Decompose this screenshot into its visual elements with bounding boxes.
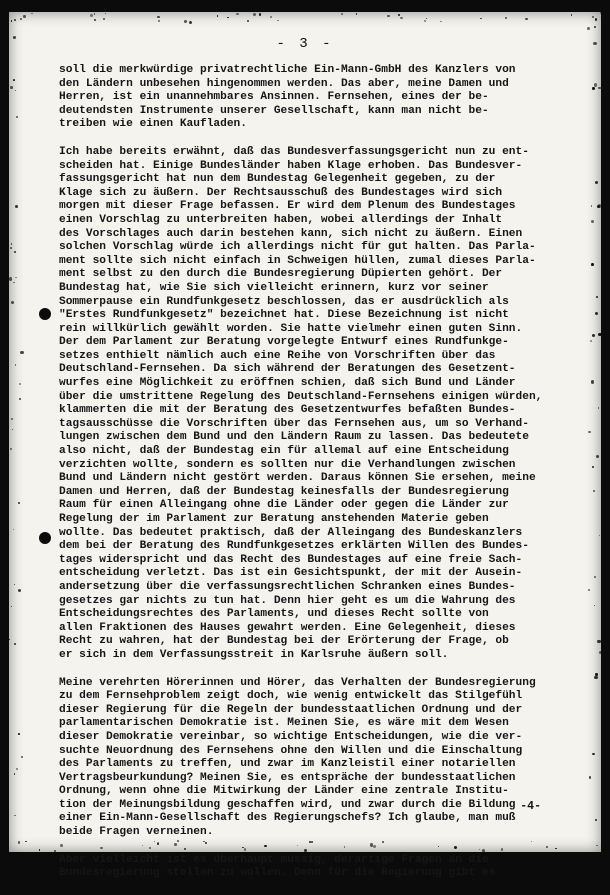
scan-speck [440,21,441,22]
text-line: verzichten wollte, sondern es sollten nur die Verhandlungen zwischen [59,458,516,471]
scan-speck [21,756,23,758]
scan-speck [597,640,600,643]
scan-speck [14,584,15,585]
scan-speck [424,20,426,22]
scan-speck [157,16,159,18]
scan-speck [23,15,25,17]
scan-speck [19,383,21,385]
scan-speck [594,26,596,28]
scan-speck [18,733,20,735]
paragraph [59,677,567,840]
scan-speck [588,431,591,434]
scan-speck [189,21,192,24]
scan-speck [16,768,18,770]
scan-speck [13,79,15,81]
scan-speck [11,243,12,244]
scan-speck [591,220,594,223]
text-line: ment selbst zu den durch die Bundesregierung Düpierten gehört. Der [59,268,503,281]
text-line: deutendsten Instrumente unserer Gesellschaft, kann man nicht be- [59,104,489,117]
scan-speck [398,14,399,15]
scan-speck [31,13,32,14]
scan-speck [304,849,307,852]
scan-speck [16,116,18,118]
scan-speck [501,848,503,850]
scan-speck [11,418,13,420]
scan-speck [598,87,600,89]
scan-speck [505,17,507,19]
scan-speck [15,205,18,208]
scan-speck [54,850,56,852]
scan-speck [13,282,15,284]
text-line: Bund und Ländern nicht gestört werden. Daraus können Sie ersehen, meine [59,472,536,485]
scan-speck [598,333,601,336]
scan-speck [105,13,106,14]
scan-speck [15,90,17,92]
scan-speck [587,27,590,30]
text-line: einen Vorschlag zu unterbreiten haben, wobei allerdings der Inhalt [59,213,503,226]
text-line: Meine verehrten Hörerinnen und Hörer, das Verhalten der Bundesregierung [59,676,536,689]
punch-hole-top [39,308,51,320]
scan-speck [12,429,13,430]
scan-speck [594,83,597,86]
scan-speck [174,843,176,845]
text-line: klammerten die mit der Beratung des Gesetzentwurfes befaßten Bundes- [59,404,516,417]
page-number: - 3 - [276,36,334,52]
scan-speck [482,849,485,852]
scan-speck [590,340,592,342]
scan-speck [591,263,594,266]
scan-speck [591,380,594,383]
text-line: setzes enthielt nämlich auch eine Reihe von Vorschriften über das [59,349,496,362]
text-line: entscheidung verletzt. Das ist ein Gesichtspunkt, der mit der Ausein- [59,567,523,580]
scan-speck [205,842,207,844]
text-line: fassungsgericht hat nun dem Bundestag Gelegenheit gegeben, zu der [59,173,496,186]
text-line: Bundesregierung stellen zu wollen. Denn für die Regierung gibt es [59,867,496,880]
scan-speck [598,204,601,207]
paragraph [59,854,567,881]
scan-speck [387,15,390,18]
scan-speck [596,845,597,846]
scan-speck [546,846,548,848]
scan-speck [15,277,17,279]
scan-speck [20,18,22,20]
scan-speck [14,815,15,816]
scan-speck [158,20,160,22]
scan-speck [14,251,16,253]
scan-speck [149,847,151,849]
scan-speck [13,529,14,530]
text-line: Recht zu wahren, hat der Bundestag bei der Erörterung der Frage, ob [59,635,509,648]
text-line: dem bei der Beratung des Rundfunkgesetzes erklärten Willen des Bundes- [59,540,529,553]
text-line: treiben wie einen Kaufladen. [59,118,247,131]
scan-speck [270,16,272,18]
scan-speck [589,776,592,779]
scan-speck [599,535,600,536]
text-line: parlamentarischen Demokratie ist. Meinen Sie, es wäre mit dem Wesen [59,717,509,730]
text-line: Sommerpause ein Rundfunkgesetz beschlossen, das er ausdrücklich als [59,295,509,308]
scan-speck [253,13,256,16]
scan-speck [571,14,573,16]
scan-speck [18,502,20,504]
scan-speck [595,819,597,821]
text-line: tages widerspricht und das Recht des Bundestages auf eine freie Sach- [59,553,523,566]
scan-speck [60,844,63,847]
scan-speck [11,301,14,304]
scan-speck [600,12,602,14]
scan-speck [247,20,250,23]
text-line: also nicht, daß der Bundestag ein für allemal auf eine Entscheidung [59,445,509,458]
scan-speck [14,773,16,775]
scan-speck [593,42,596,45]
text-line: Raum für einen Alleingang ohne die Länder oder gegen die Länder zur [59,499,509,512]
scan-speck [531,841,532,842]
scan-speck [217,15,218,16]
text-line: dieser Demokratie vereinbar, so wichtige Entscheidungen, wie die ver- [59,730,523,743]
text-line: wurfes eine Möglichkeit zu eröffnen schien, daß sich Bund und Länder [59,377,516,390]
scan-speck [593,490,595,492]
text-line: des Parlaments zu treffen, und zwar im Kanzleistil einer notariellen [59,758,516,771]
text-line: suchte Neuordnung des Fernsehens ohne den Willen und die Einschaltung [59,744,523,757]
scan-speck [454,846,457,849]
scan-speck [10,86,13,89]
scan-speck [592,87,594,89]
paragraph [59,146,567,663]
scan-speck [311,841,313,843]
text-line: tion der Meinungsbildung geschaffen wird, und zwar durch die Bildung [59,798,516,811]
scan-speck [426,18,428,20]
scan-speck [20,351,23,354]
document-body [59,64,567,895]
scan-speck [19,398,21,400]
text-line: morgen mit dieser Frage befassen. Er wird dem Plenum des Bundestages [59,200,516,213]
text-line: lungen zwischen dem Bund und den Ländern Raum zu lassen. Das bedeutete [59,431,529,444]
scan-speck [103,18,106,21]
scan-speck [594,605,595,606]
scan-speck [592,466,594,468]
punch-hole-bottom [39,532,51,544]
scan-speck [236,13,239,16]
scan-speck [599,651,602,654]
text-line: wollte. Das bedeutet praktisch, daß der Alleingang des Bundeskanzlers [59,526,523,539]
scan-speck [341,13,343,15]
text-line: zu dem Fernsehproblem zeigt doch, wie wenig entwickelt das Stilgefühl [59,690,523,703]
scan-speck [400,17,402,19]
paragraph [59,64,567,132]
scan-speck [596,296,598,298]
text-line: beide Fragen verneinen. [59,826,214,839]
text-line: "Erstes Rundfunkgesetz" bezeichnet hat. Diese Bezeichnung ist nicht [59,309,509,322]
scan-speck [264,845,267,848]
next-page-marker: -4- [520,800,541,813]
scan-speck [18,589,21,592]
text-line: soll die merkwürdige privatrechtliche Ein-Mann-GmbH des Kanzlers von [59,64,516,76]
scan-speck [588,589,590,591]
scan-speck [592,334,595,337]
scan-speck [525,18,527,20]
text-line: Deutschland-Fernsehen. Da sich während der Beratungen des Gesetzent- [59,363,516,376]
text-line: Ich habe bereits erwähnt, daß das Bundesverfassungsgericht nun zu ent- [59,145,529,158]
scan-speck [13,36,16,39]
document-page [9,12,601,880]
text-line: einer Ein-Mann-Gesellschaft des Regierungschefs? Ich glaube, man muß [59,812,516,825]
text-line: solchen Vorschlag würde ich allerdings nicht für gut halten. Das Parla- [59,241,536,254]
scan-speck [94,13,95,14]
text-line: tagsausschüsse die Vorschriften über das Fernsehen aus, um so Verhand- [59,417,529,430]
text-line: scheiden hat. Einige Bundesländer haben Klage erhoben. Das Bundesver- [59,159,523,172]
text-line: gesetzes gar nichts zu tun hat. Denn hier geht es um die Wahrung des [59,594,516,607]
scan-speck [177,840,179,842]
text-line: rein willkürlich gewählt worden. Sie hatte vielmehr einen guten Sinn. [59,322,523,335]
scan-speck [14,643,17,646]
scan-speck [598,407,600,409]
scan-speck [356,13,358,15]
scan-speck [277,20,278,21]
scan-speck [595,312,598,315]
text-line: andersetzung über die verfassungsrechtlichen Schranken eines Bundes- [59,580,516,593]
text-line: über die umstrittene Regelung des Deutschland-Fernsehens einigen würden, [59,390,543,403]
text-line: er sich in dem Verfassungsstreit in Karlsruhe äußern soll. [59,648,449,661]
scan-speck [10,448,12,450]
scan-speck [382,841,384,843]
text-line: Klage sich zu äußern. Der Rechtsausschuß des Bundestages wird sich [59,186,503,199]
scan-speck [594,676,597,679]
scan-speck [259,13,261,15]
scan-speck [591,205,592,206]
text-line: Damen und Herren, daß der Bundestag keinesfalls der Bundesregierung [59,485,509,498]
text-line: Aber vielleicht ist es überhaupt müssig, derartige Fragen an die [59,853,489,866]
scan-speck [595,18,597,20]
text-line: Regelung der im Parlament zur Beratung anstehenden Materie geben [59,513,489,525]
scan-speck [10,247,12,249]
text-line: den Ländern unbesehen hingenommen werden. Das aber, meine Damen und [59,77,509,90]
scan-speck [596,455,599,458]
text-line: des Vorschlages auch darin bestehen kann, sich nicht zu äußern. Einen [59,227,523,240]
scan-speck [9,639,10,640]
scan-speck [9,277,12,280]
scan-speck [595,181,598,184]
scan-speck [39,849,40,850]
scan-speck [184,20,187,23]
text-line: Herren, ist ein unannehmbares Ansinnen. Fernsehen, eines der be- [59,91,489,104]
scan-speck [15,364,16,365]
scan-speck [18,841,21,844]
scan-speck [94,19,96,21]
scan-speck [480,18,481,19]
scan-speck [592,16,593,17]
scan-speck [11,20,12,21]
text-line: Der dem Parlament zur Beratung vorgelegte Entwurf eines Rundfunkge- [59,336,509,349]
scan-speck [227,17,228,18]
text-line: Bundestag hat, wie Sie sich vielleicht erinnern, kurz vor seiner [59,281,489,294]
text-line: Ordnung, wenn ohne die Mitwirkung der Länder eine zentrale Institu- [59,785,509,798]
text-line: dieser Regierung für die Regeln der bundesstaatlichen Ordnung und der [59,703,523,716]
text-line: ment sollte sich nicht einfach in Schweigen hüllen, zumal dieses Parla- [59,254,536,267]
scan-speck [594,576,596,578]
scan-speck [14,19,16,21]
scan-speck [142,845,143,846]
scan-speck [592,753,594,755]
text-line: Vertragsbeurkundung? Meinen Sie, es entspräche der bundesstaatlichen [59,771,516,784]
text-line: allen Fraktionen des Hauses gewahrt werden. Eine Gelegenheit, dieses [59,621,516,634]
text-line: Entscheidungsrechtes des Parlaments, und dieses Recht sollte von [59,608,489,621]
scan-speck [90,14,93,17]
scan-speck [25,841,27,843]
scan-speck [11,606,12,607]
